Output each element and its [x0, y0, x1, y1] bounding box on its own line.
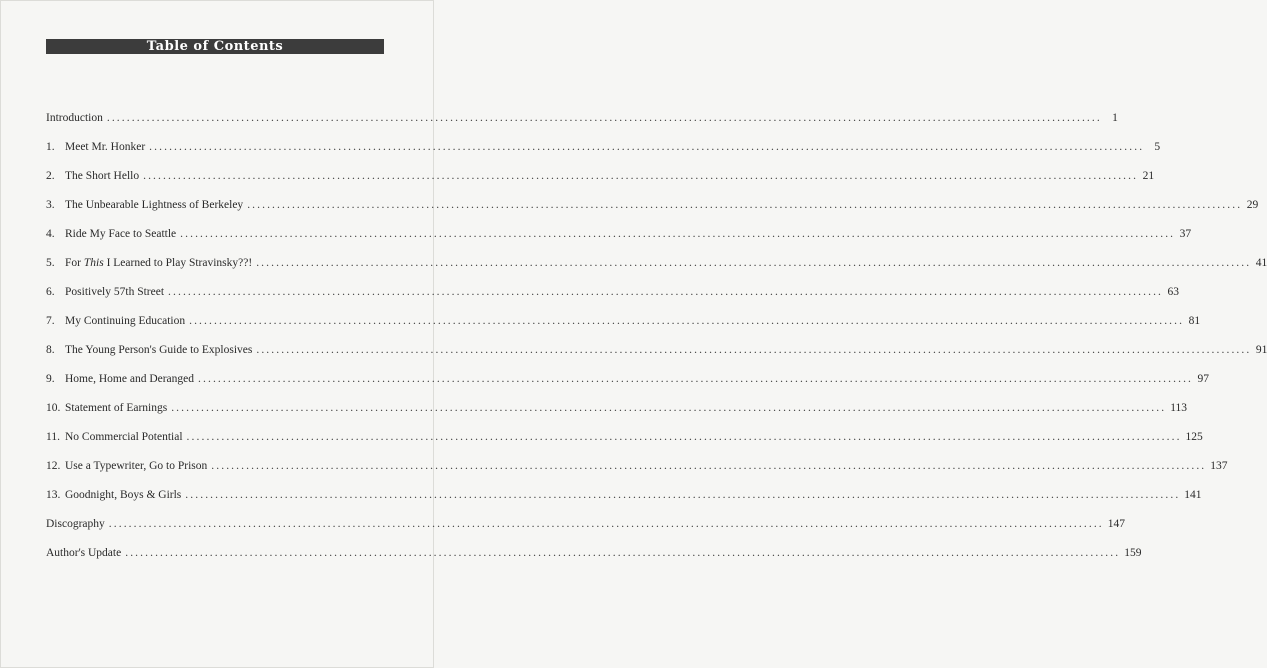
toc-entry	[46, 284, 1180, 313]
dot-leader: ........................................................................................................................................................................................................	[106, 112, 1102, 124]
dot-leader: ........................................................................................................................................................................................................	[143, 170, 1139, 182]
entry-number: 9.	[46, 373, 55, 385]
toc-entry	[46, 545, 1142, 574]
entry-page-number: 21	[1142, 170, 1155, 182]
toc-entry	[46, 110, 1118, 139]
toc-entry	[46, 255, 1267, 284]
entry-page-number: 147	[1107, 518, 1126, 530]
entry-page-number: 125	[1185, 431, 1203, 443]
entry-page-number: 141	[1184, 489, 1202, 501]
toc-entry	[46, 429, 1203, 458]
entry-page-number: 91	[1255, 344, 1267, 356]
entry-title: Goodnight, Boys & Girls	[65, 489, 182, 501]
entry-title-suffix: I Learned to Play Stravinsky??!	[103, 257, 253, 269]
toc-entry	[46, 197, 1259, 226]
dot-leader: ........................................................................................................................................................................................................	[168, 286, 1164, 298]
entry-title: Use a Typewriter, Go to Prison	[65, 460, 208, 472]
entry-title-prefix: For	[65, 257, 84, 269]
entry-number: 8.	[46, 344, 55, 356]
entry-title: Discography	[46, 518, 105, 530]
entry-page-number: 37	[1179, 228, 1192, 240]
dot-leader: ........................................................................................................................................................................................................	[186, 431, 1182, 443]
entry-title: The Unbearable Lightness of Berkeley	[65, 199, 244, 211]
toc-entry	[46, 342, 1267, 371]
toc-entry	[46, 487, 1202, 516]
dot-leader: ........................................................................................................................................................................................................	[171, 402, 1167, 414]
entry-number: 2.	[46, 170, 55, 182]
dot-leader: ........................................................................................................................................................................................................	[108, 518, 1104, 530]
entry-number: 3.	[46, 199, 55, 211]
title-banner	[46, 39, 384, 54]
dot-leader: ........................................................................................................................................................................................................	[211, 460, 1207, 472]
toc-entry	[46, 313, 1201, 342]
dot-leader: ........................................................................................................................................................................................................	[198, 373, 1194, 385]
toc-entry	[46, 400, 1188, 429]
dot-leader: ........................................................................................................................................................................................................	[185, 489, 1181, 501]
toc-entry	[46, 458, 1228, 487]
entry-page-number: 137	[1210, 460, 1228, 472]
entry-title: The Young Person's Guide to Explosives	[65, 344, 253, 356]
entry-title	[65, 255, 252, 271]
entry-title: Meet Mr. Honker	[65, 141, 146, 153]
entry-page-number: 81	[1188, 315, 1201, 327]
toc-entry	[46, 516, 1126, 545]
entry-title: No Commercial Potential	[65, 431, 183, 443]
entry-title: Statement of Earnings	[65, 402, 168, 414]
dot-leader: ........................................................................................................................................................................................................	[247, 199, 1243, 211]
entry-page-number: 159	[1124, 547, 1142, 559]
dot-leader: ........................................................................................................................................................................................................	[256, 257, 1252, 269]
entry-number: 5.	[46, 257, 55, 269]
entry-page-number: 29	[1246, 199, 1259, 211]
entry-number: 6.	[46, 286, 55, 298]
entry-page-number: 1	[1112, 112, 1118, 124]
entry-page-number: 5	[1154, 141, 1161, 153]
entry-title: Author's Update	[46, 547, 122, 559]
toc-entry	[46, 168, 1155, 197]
entry-title-emphasis: This	[83, 257, 104, 269]
entry-number: 13.	[46, 489, 61, 501]
entry-number: 4.	[46, 228, 55, 240]
entry-title: Positively 57th Street	[65, 286, 165, 298]
table-of-contents	[46, 110, 1267, 574]
entry-title: The Short Hello	[65, 170, 140, 182]
toc-entry	[46, 139, 1161, 168]
entry-number: 7.	[46, 315, 55, 327]
page-title: Table of Contents	[146, 39, 284, 54]
dot-leader: ........................................................................................................................................................................................................	[189, 315, 1185, 327]
entry-page-number: 41	[1255, 257, 1267, 269]
entry-title: Introduction	[46, 112, 103, 124]
entry-number: 1.	[46, 141, 55, 153]
dot-leader: ........................................................................................................................................................................................................	[256, 344, 1252, 356]
toc-entry	[46, 371, 1210, 400]
entry-page-number: 63	[1167, 286, 1180, 298]
dot-leader: ........................................................................................................................................................................................................	[180, 228, 1176, 240]
dot-leader: ........................................................................................................................................................................................................	[125, 547, 1121, 559]
entry-title: Ride My Face to Seattle	[65, 228, 177, 240]
entry-title: Home, Home and Deranged	[65, 373, 195, 385]
entry-number: 12.	[46, 460, 61, 472]
entry-page-number: 113	[1170, 402, 1188, 414]
toc-entry	[46, 226, 1192, 255]
entry-page-number: 97	[1197, 373, 1210, 385]
entry-number: 11.	[46, 431, 60, 443]
entry-title: My Continuing Education	[65, 315, 186, 327]
dot-leader: ........................................................................................................................................................................................................	[149, 141, 1145, 153]
entry-number: 10.	[46, 402, 61, 414]
